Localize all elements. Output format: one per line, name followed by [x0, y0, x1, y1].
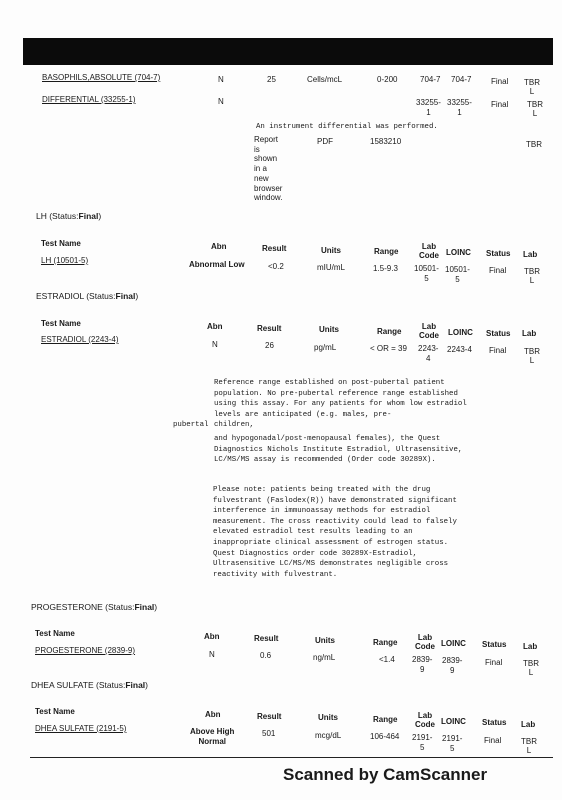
- header-status: Status: [486, 329, 511, 338]
- loinc-value: 10501- 5: [445, 265, 470, 284]
- test-name-link[interactable]: LH (10501-5): [41, 256, 89, 265]
- header-test-name: Test Name: [41, 239, 81, 248]
- report-lab: TBR: [526, 140, 542, 149]
- header-lab: Lab: [523, 642, 538, 651]
- report-units: PDF: [317, 137, 333, 146]
- section-status: Final: [115, 291, 136, 301]
- header-range: Range: [373, 715, 398, 724]
- status-value: Final: [489, 266, 507, 275]
- test-name-link[interactable]: PROGESTERONE (2839-9): [35, 646, 136, 655]
- header-abn: Abn: [207, 322, 223, 331]
- section-status: Final: [78, 211, 99, 221]
- test-name-link[interactable]: ESTRADIOL (2243-4): [41, 335, 119, 344]
- lab-value: TBR L: [521, 737, 537, 755]
- estradiol-note-pubertal: pubertal: [173, 421, 209, 429]
- loinc-value: 2839- 9: [442, 656, 463, 675]
- units-value: mcg/dL: [315, 731, 342, 740]
- header-units: Units: [319, 325, 339, 334]
- header-result: Result: [257, 324, 282, 333]
- header-loinc: LOINC: [441, 717, 466, 726]
- range-value: 106-464: [370, 732, 400, 741]
- lab-code-value: 2243- 4: [418, 344, 439, 363]
- header-units: Units: [315, 636, 335, 645]
- lab-value: TBR L: [527, 100, 543, 118]
- test-name-link[interactable]: DHEA SULFATE (2191-5): [35, 724, 127, 733]
- range-value: 0-200: [377, 75, 398, 84]
- header-loinc: LOINC: [448, 328, 473, 337]
- estradiol-note-3: Please note: patients being treated with the drug fulvestrant (Faslodex(R)) have demonstrated significant interference in immunoassay methods for estradiol measurement. The cross reactivity could lead to falsely elevated estradiol test results leading to an inappropriate clinical assessment of estrogen status. Quest Diagnostics order code 30289X-Estradiol, Ultrasensitive LC/MS/MS demonstrates negligible cross reactivity with fulvestrant.: [213, 486, 457, 579]
- estradiol-note-2: and hypogonadal/post-menopausal females), the Quest Diagnostics Nichols Institute Estradiol, Ultrasensitive, LC/MS/MS assay is recommended (Order code 30289X).: [214, 435, 463, 465]
- status-value: Final: [485, 658, 503, 667]
- range-value: < OR = 39: [370, 344, 407, 353]
- abn-value: Above High Normal: [190, 727, 235, 746]
- result-value: <0.2: [268, 262, 284, 271]
- header-test-name: Test Name: [41, 319, 81, 328]
- section-prefix: ESTRADIOL (Status:: [36, 291, 116, 301]
- header-test-name: Test Name: [35, 629, 75, 638]
- units-value: mIU/mL: [317, 263, 345, 272]
- header-units: Units: [321, 246, 341, 255]
- units-value: pg/mL: [314, 343, 337, 352]
- lab-code-value: 10501- 5: [414, 264, 439, 283]
- section-title-estradiol: [36, 291, 138, 301]
- lab-code-value: 2191- 5: [412, 733, 433, 752]
- report-id: 1583210: [370, 137, 402, 146]
- result-value: 501: [262, 729, 276, 738]
- lab-value: TBR L: [524, 78, 540, 96]
- section-status: Final: [134, 602, 155, 612]
- header-lab-code: Lab Code: [419, 242, 439, 260]
- header-lab-code: Lab Code: [415, 633, 435, 651]
- estradiol-note-1: Reference range established on post-pubertal patient population. No pre-pubertal reference range established using this assay. For any patients for whom low estradiol levels are anticipated (e.g. males, pre-: [214, 379, 467, 419]
- abn-value: N: [218, 97, 224, 106]
- status-value: Final: [491, 77, 509, 86]
- header-status: Status: [486, 249, 511, 258]
- section-suffix: ): [135, 291, 139, 301]
- estradiol-note-children: children,: [214, 421, 254, 429]
- header-status: Status: [482, 718, 507, 727]
- header-result: Result: [254, 634, 279, 643]
- loinc-value: 2243-4: [447, 345, 472, 354]
- units-value: Cells/mcL: [307, 75, 343, 84]
- header-lab-code: Lab Code: [415, 711, 435, 729]
- header-range: Range: [373, 638, 398, 647]
- header-loinc: LOINC: [441, 639, 466, 648]
- header-lab-code: Lab Code: [419, 322, 439, 340]
- lab-value: TBR L: [524, 267, 540, 285]
- result-value: 26: [265, 341, 274, 350]
- report-text: Report is shown in a new browser window.: [254, 135, 283, 203]
- header-range: Range: [377, 327, 402, 336]
- range-value: <1.4: [379, 655, 395, 664]
- section-status: Final: [125, 680, 146, 690]
- section-suffix: ): [145, 680, 149, 690]
- range-value: 1.5-9.3: [373, 264, 398, 273]
- loinc-value: 2191- 5: [442, 734, 463, 753]
- header-result: Result: [257, 712, 282, 721]
- section-title-lh: [36, 211, 101, 221]
- header-bar: [23, 38, 553, 65]
- lab-code-value: 704-7: [420, 75, 441, 84]
- header-status: Status: [482, 640, 507, 649]
- header-lab: Lab: [522, 329, 537, 338]
- section-suffix: ): [154, 602, 158, 612]
- header-loinc: LOINC: [446, 248, 471, 257]
- result-value: 25: [267, 75, 276, 84]
- status-value: Final: [489, 346, 507, 355]
- header-units: Units: [318, 713, 338, 722]
- status-value: Final: [491, 100, 509, 109]
- loinc-value: 33255- 1: [447, 98, 472, 117]
- units-value: ng/mL: [313, 653, 336, 662]
- status-value: Final: [484, 736, 502, 745]
- lab-code-value: 33255- 1: [416, 98, 441, 117]
- header-lab: Lab: [521, 720, 536, 729]
- header-range: Range: [374, 247, 399, 256]
- footer-divider: [30, 757, 553, 758]
- scanner-watermark: Scanned by CamScanner: [283, 765, 488, 784]
- section-title-progesterone: [31, 602, 157, 612]
- section-suffix: ): [98, 211, 102, 221]
- lab-value: TBR L: [524, 347, 540, 365]
- result-value: 0.6: [260, 651, 272, 660]
- lab-value: TBR L: [523, 659, 539, 677]
- section-prefix: PROGESTERONE (Status:: [31, 602, 135, 612]
- header-abn: Abn: [205, 710, 221, 719]
- section-prefix: DHEA SULFATE (Status:: [31, 680, 126, 690]
- differential-note: An instrument differential was performed.: [256, 123, 438, 131]
- abn-value: N: [209, 650, 215, 659]
- test-name-link[interactable]: DIFFERENTIAL (33255-1): [42, 95, 136, 104]
- header-abn: Abn: [204, 632, 220, 641]
- abn-value: N: [212, 340, 218, 349]
- test-name-link[interactable]: BASOPHILS,ABSOLUTE (704-7): [42, 73, 161, 82]
- header-test-name: Test Name: [35, 707, 75, 716]
- header-lab: Lab: [523, 250, 538, 259]
- header-result: Result: [262, 244, 287, 253]
- abn-value: Abnormal Low: [189, 260, 245, 269]
- loinc-value: 704-7: [451, 75, 472, 84]
- section-title-dhea: [31, 680, 148, 690]
- section-prefix: LH (Status:: [36, 211, 79, 221]
- header-abn: Abn: [211, 242, 227, 251]
- abn-value: N: [218, 75, 224, 84]
- lab-code-value: 2839- 9: [412, 655, 433, 674]
